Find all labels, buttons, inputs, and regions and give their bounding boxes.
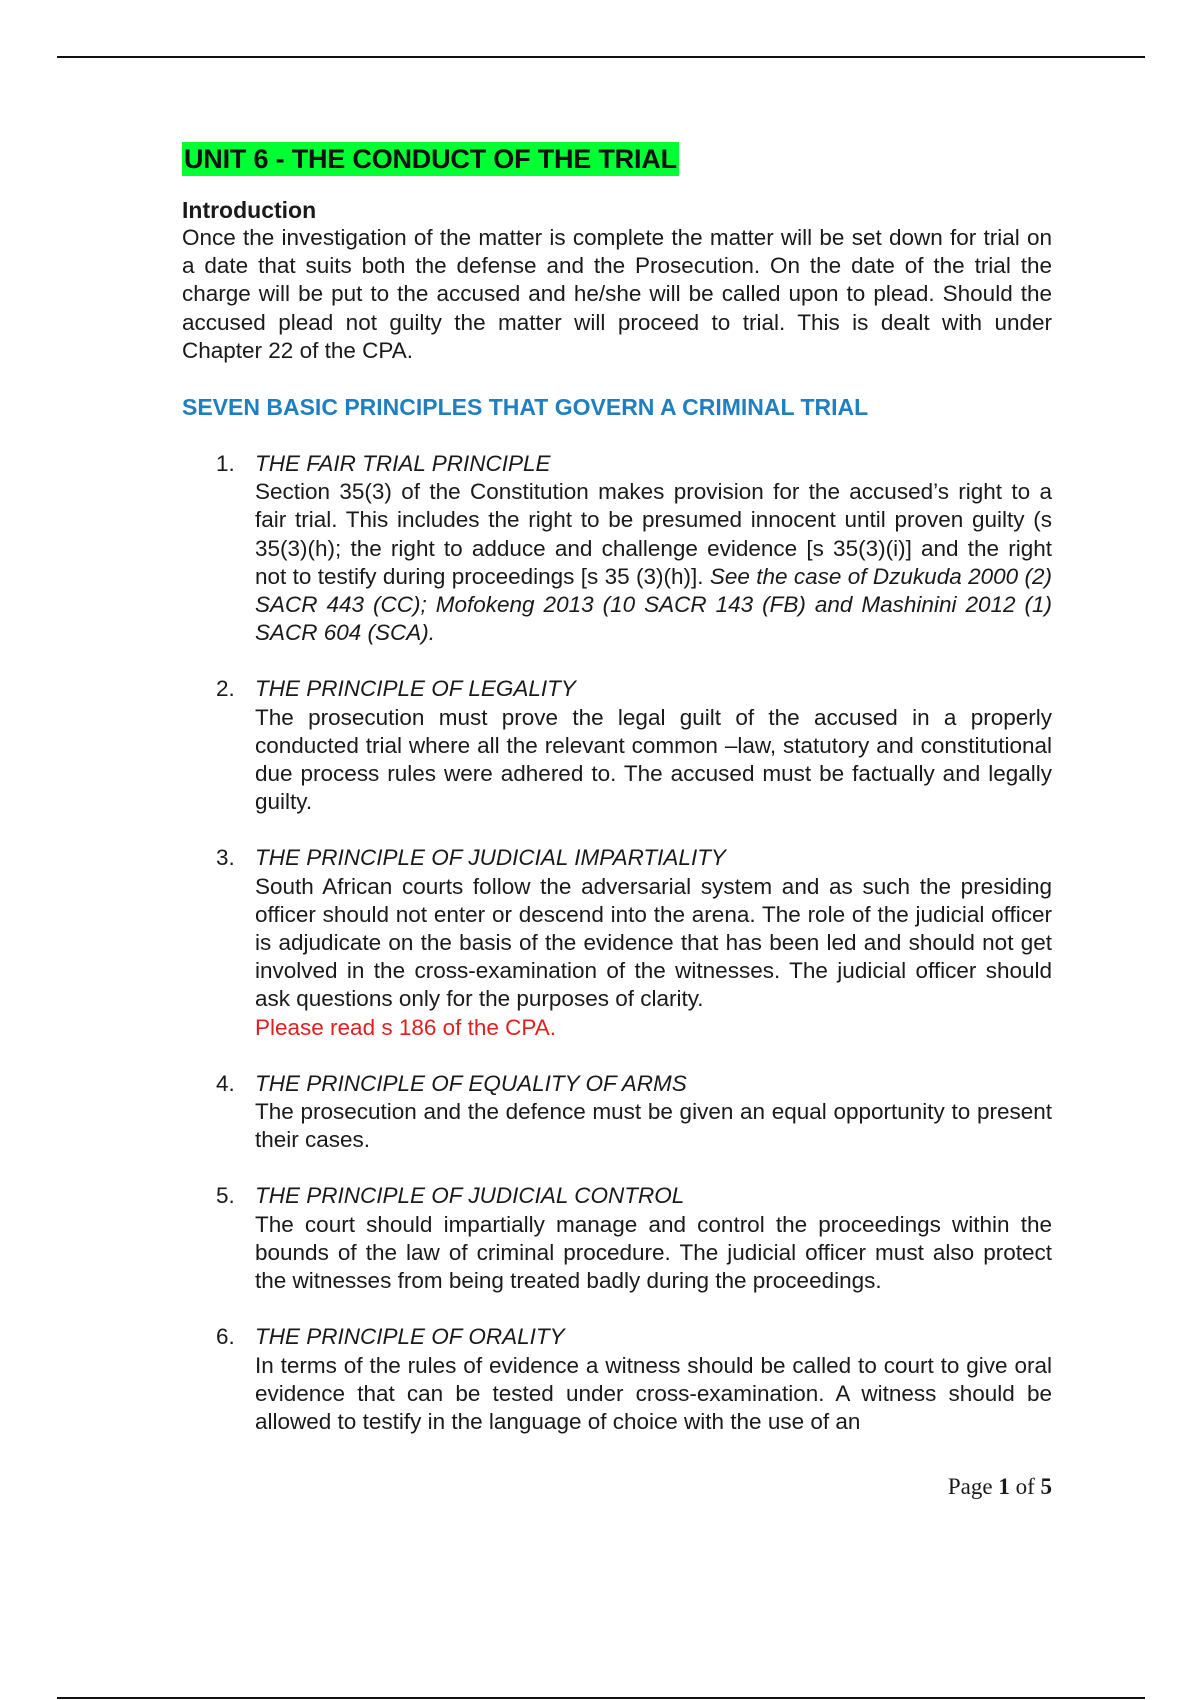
principle-text: The prosecution must prove the legal guilt of the accused in a properly conducted trial where all the relevant common –law, statutory and constitutional due process rules were adhered to. The accused must be factually and legally guilty. xyxy=(255,704,1052,815)
principle-title: THE PRINCIPLE OF ORALITY xyxy=(255,1324,565,1350)
top-rule xyxy=(57,56,1145,58)
intro-paragraph: Once the investigation of the matter is complete the matter will be set down for trial on a date that suits both the defense and the Prosecution. On the date of the trial the charge will be put to the accused and he/she will be called upon to plead. Should the accused plead not guilty the matter will proceed to trial. This is dealt with under Chapter 22 of the CPA. xyxy=(182,225,1052,363)
principle-number: 2. xyxy=(216,676,235,702)
page-content xyxy=(182,142,1052,1464)
principle-text xyxy=(255,478,1052,647)
unit-title: UNIT 6 - THE CONDUCT OF THE TRIAL xyxy=(184,144,677,174)
principle-item xyxy=(182,450,1052,647)
principle-item xyxy=(182,844,1052,1041)
principle-text: The prosecution and the defence must be given an equal opportunity to present their cases. xyxy=(255,1099,1052,1153)
principle-title: THE PRINCIPLE OF JUDICIAL CONTROL xyxy=(255,1183,685,1209)
principles-heading: SEVEN BASIC PRINCIPLES THAT GOVERN A CRIMINAL TRIAL xyxy=(182,394,869,421)
principles-list xyxy=(182,450,1052,1436)
page-word: Page xyxy=(947,1474,993,1499)
principle-item xyxy=(182,675,1052,816)
principle-title: THE FAIR TRIAL PRINCIPLE xyxy=(255,451,551,477)
bottom-rule xyxy=(57,1697,1145,1699)
intro-heading: Introduction xyxy=(182,197,317,223)
current-page: 1 xyxy=(998,1474,1010,1499)
principle-text: South African courts follow the adversarial system and as such the presiding officer should not enter or descend into the arena. The role of the judicial officer is adjudicate on the basis of the evidence that has been led and should not get involved in the cross-examination of the witnesses. The judicial officer should ask questions only for the purposes of clarity. xyxy=(255,873,1052,1012)
of-word: of xyxy=(1015,1474,1035,1499)
principle-number: 3. xyxy=(216,845,235,871)
principle-title: THE PRINCIPLE OF LEGALITY xyxy=(255,676,576,702)
principle-text: The court should impartially manage and control the proceedings within the bounds of the law of criminal procedure. The judicial officer must also protect the witnesses from being treated badly during the proceedings. xyxy=(255,1211,1052,1294)
reading-note: Please read s 186 of the CPA. xyxy=(255,1014,557,1040)
case-reference: See the case of Dzukuda 2000 (2) SACR 443 (CC); Mofokeng 2013 (10 SACR 143 (FB) and Mashinini 2012 (1) SACR 604 (SCA). xyxy=(255,563,1052,646)
principle-number: 5. xyxy=(216,1183,235,1209)
page-number xyxy=(900,1474,1052,1500)
principle-number: 1. xyxy=(216,451,235,477)
principle-item xyxy=(182,1182,1052,1295)
principle-item xyxy=(182,1323,1052,1436)
principle-number: 4. xyxy=(216,1070,235,1096)
principle-text: In terms of the rules of evidence a witness should be called to court to give oral evidence that can be tested under cross-examination. A witness should be allowed to testify in the language of choice with the use of an xyxy=(255,1352,1052,1434)
total-pages: 5 xyxy=(1040,1474,1052,1499)
principle-item xyxy=(182,1070,1052,1155)
principle-title: THE PRINCIPLE OF EQUALITY OF ARMS xyxy=(255,1070,687,1096)
principle-title: THE PRINCIPLE OF JUDICIAL IMPARTIALITY xyxy=(255,845,726,871)
principle-number: 6. xyxy=(216,1324,235,1350)
principle-text-main: Section 35(3) of the Constitution makes provision for the accused’s right to a fair trial. This includes the right to be presumed innocent until proven guilty (s 35(3)(h); the right to adduce and challenge evidence [s 35(3)(i)] and the right not to testify during proceedings [s 35 (3)(h)]. xyxy=(255,479,1052,589)
